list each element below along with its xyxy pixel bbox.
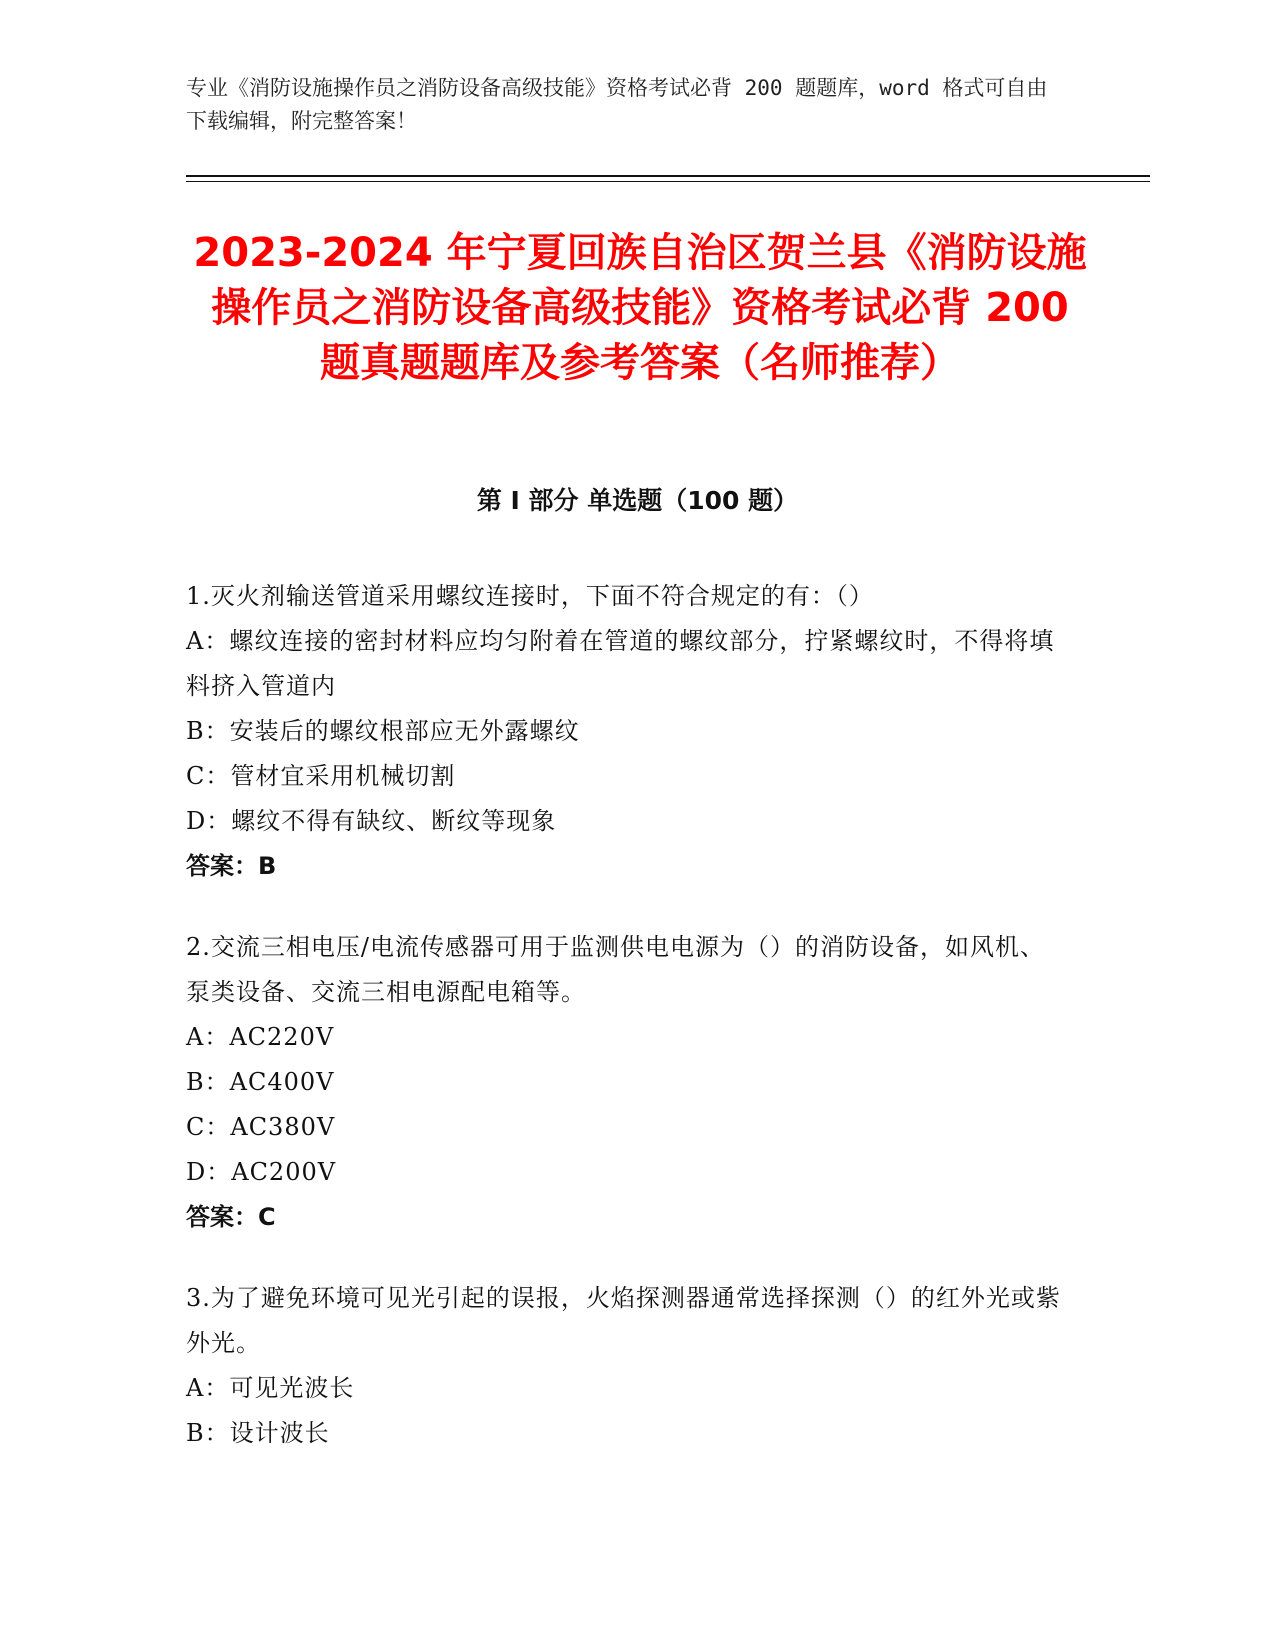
- option-b: B：安装后的螺纹根部应无外露螺纹: [186, 717, 580, 745]
- option-a: A：螺纹连接的密封材料应均匀附着在管道的螺纹部分，拧紧螺纹时，不得将填料挤入管道内: [186, 627, 1055, 700]
- question-stem: 3.为了避免环境可见光引起的误报，火焰探测器通常选择探测（）的红外光或紫外光。: [186, 1284, 1061, 1357]
- option-d: D：AC200V: [186, 1158, 337, 1186]
- header-note: 专业《消防设施操作员之消防设备高级技能》资格考试必背 200 题题库，word 格式可自由下载编辑，附完整答案！: [186, 76, 1048, 133]
- question-stem: 1.灭火剂输送管道采用螺纹连接时，下面不符合规定的有：（）: [186, 582, 874, 610]
- answer-label: 答案：C: [186, 1203, 276, 1231]
- question-2: [186, 925, 1066, 1240]
- option-c: C：AC380V: [186, 1113, 336, 1141]
- header-rule-thin: [186, 181, 1150, 182]
- option-b: B：AC400V: [186, 1068, 335, 1096]
- header-rule-thick: [186, 175, 1150, 177]
- option-d: D：螺纹不得有缺纹、断纹等现象: [186, 807, 557, 835]
- section-title: 第 I 部分 单选题（100 题）: [476, 486, 799, 515]
- option-c: C：管材宜采用机械切割: [186, 762, 456, 790]
- question-1: [186, 574, 1066, 889]
- document-title: 2023-2024 年宁夏回族自治区贺兰县《消防设施操作员之消防设备高级技能》资格考试必背 200 题真题题库及参考答案（名师推荐）: [193, 230, 1087, 386]
- question-3: [186, 1276, 1066, 1456]
- question-stem: 2.交流三相电压/电流传感器可用于监测供电电源为（）的消防设备，如风机、泵类设备、交流三相电源配电箱等。: [186, 933, 1045, 1006]
- option-b: B：设计波长: [186, 1419, 330, 1447]
- question-list: [186, 574, 1066, 1492]
- answer-label: 答案：B: [186, 852, 277, 880]
- option-a: A：可见光波长: [186, 1374, 355, 1402]
- option-a: A：AC220V: [186, 1023, 335, 1051]
